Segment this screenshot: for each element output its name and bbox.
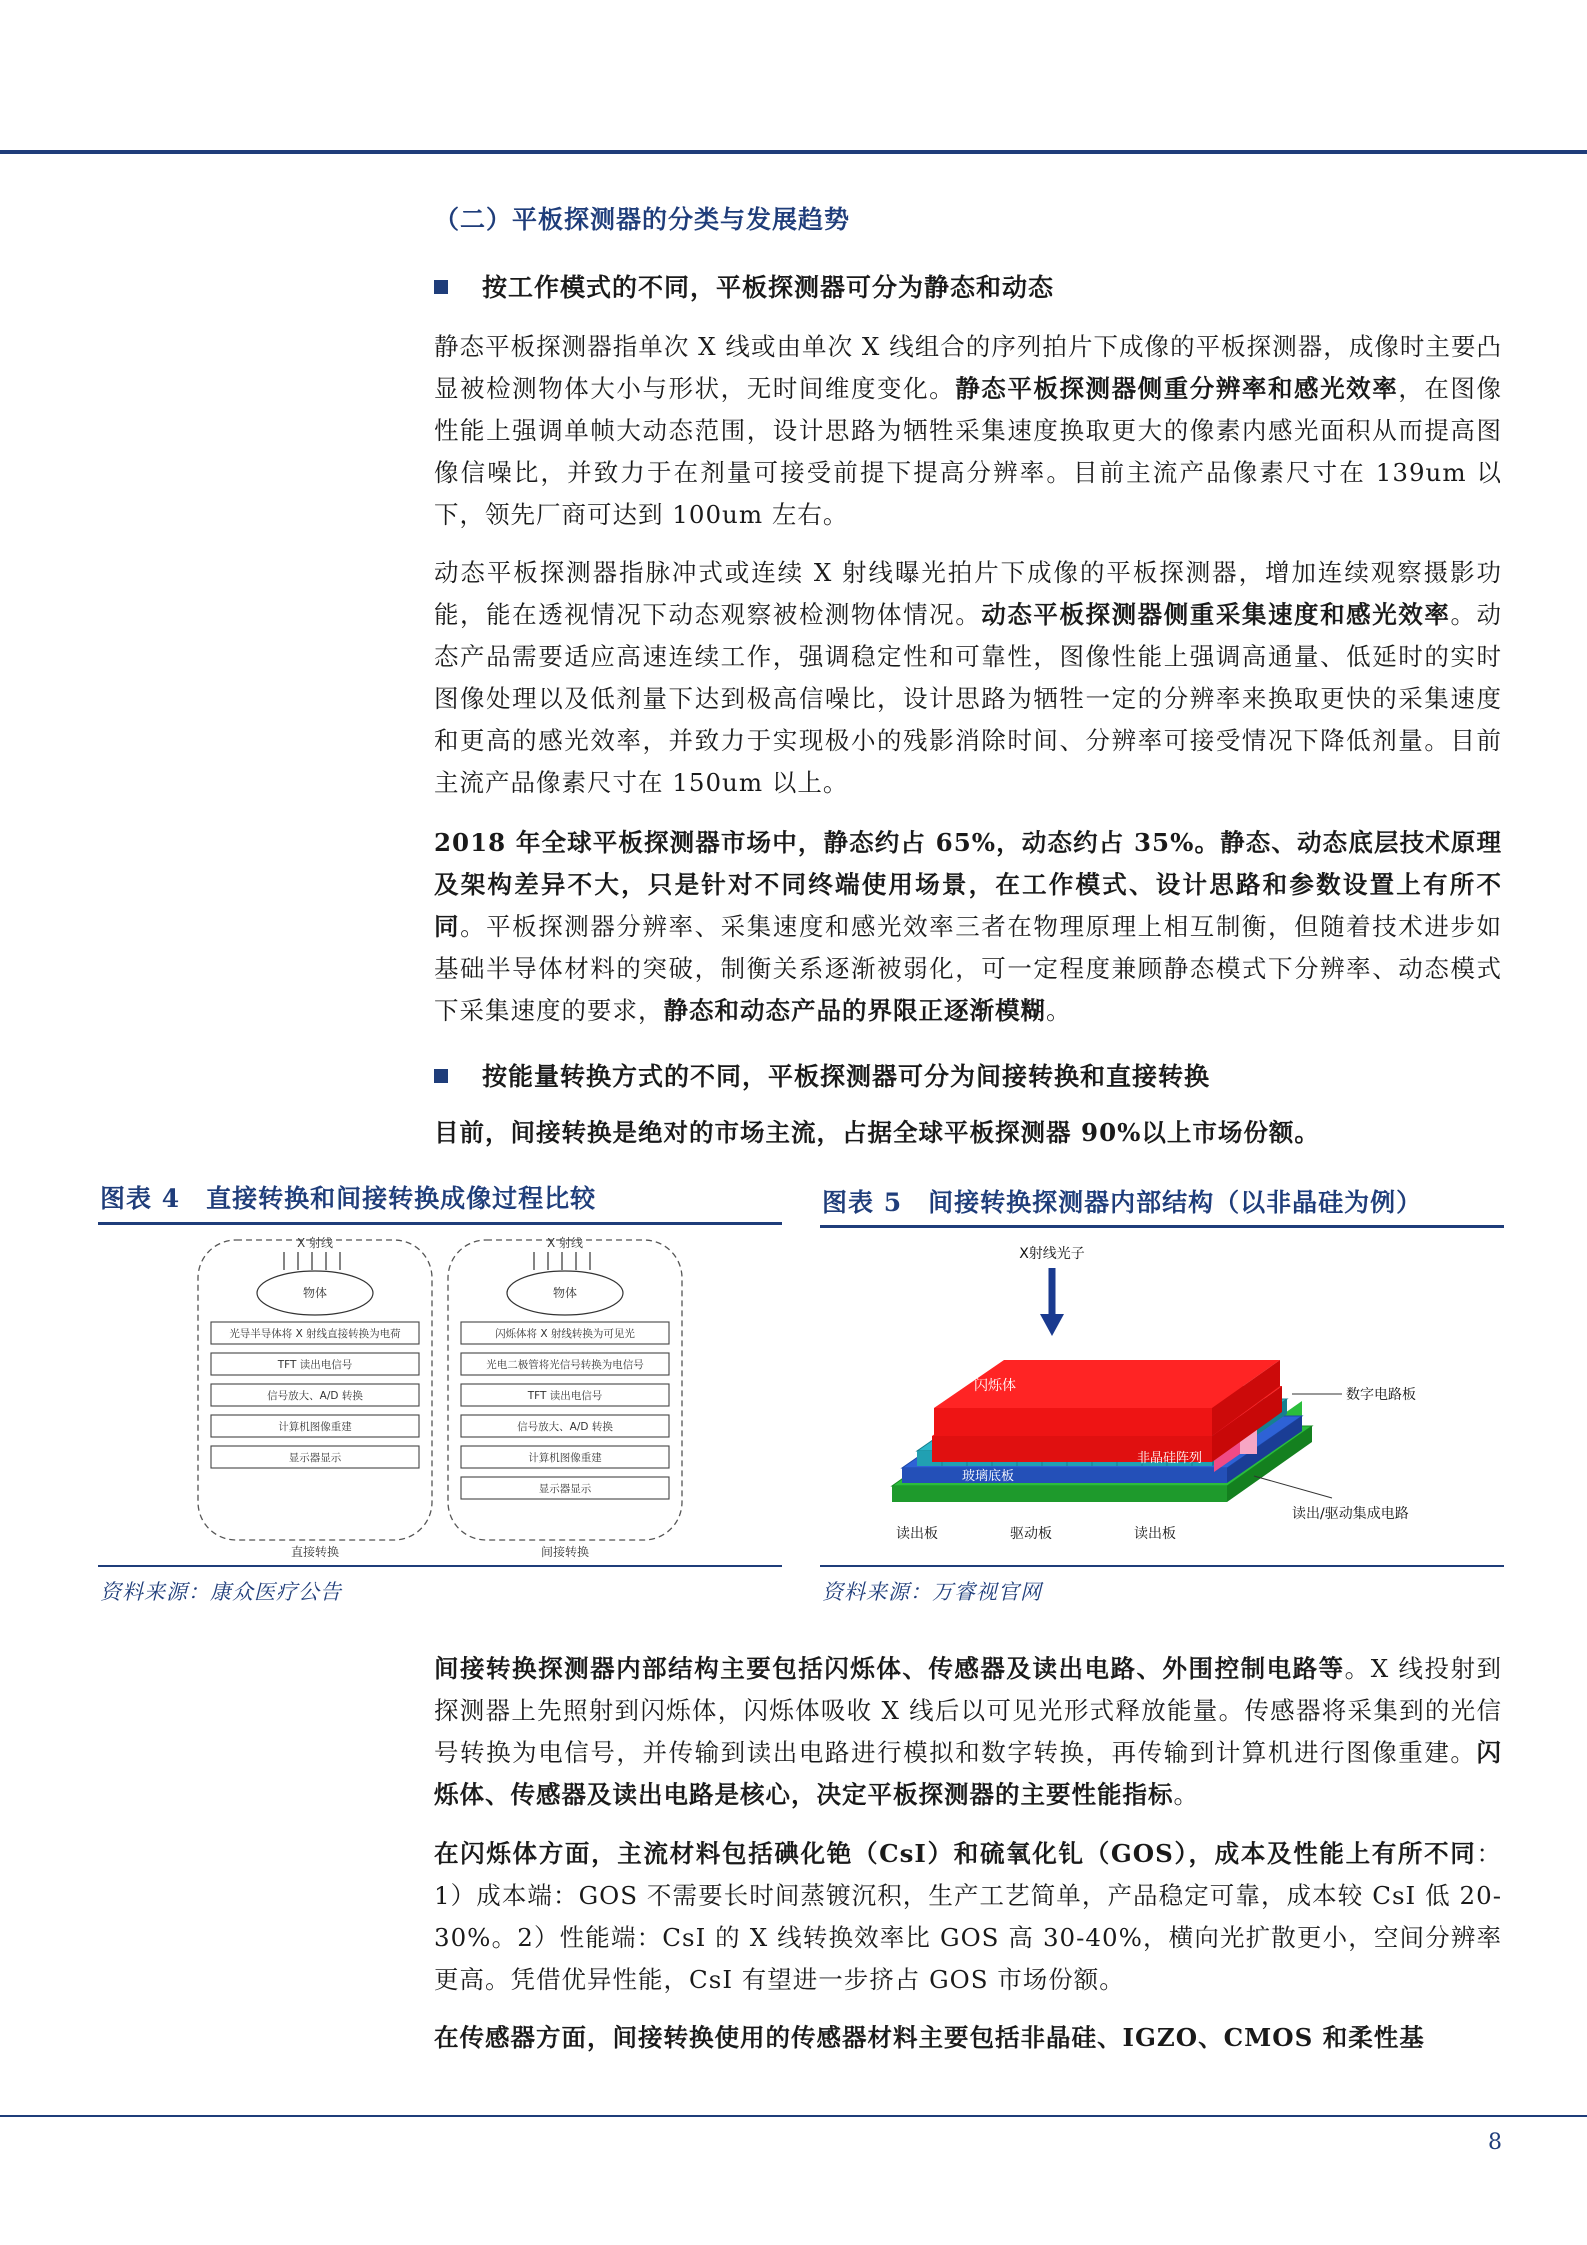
fig4-left-step-text: 光导半导体将 X 射线直接转换为电荷 bbox=[229, 1328, 401, 1340]
fig4-right-label: 间接转换 bbox=[540, 1545, 590, 1559]
figure4-source: 资料来源：康众医疗公告 bbox=[100, 1580, 342, 1604]
fig4-left-step-text: TFT 读出电信号 bbox=[277, 1359, 353, 1371]
fig5-label-glass: 玻璃底板 bbox=[962, 1469, 1015, 1484]
fig4-right-step-text: 光电二极管将光信号转换为电信号 bbox=[486, 1359, 644, 1371]
figure5-title: 图表 5 间接转换探测器内部结构（以非晶硅为例） bbox=[822, 1188, 1423, 1217]
page-number: 8 bbox=[1488, 2130, 1502, 2155]
figure4-title: 图表 4 直接转换和间接转换成像过程比较 bbox=[100, 1184, 597, 1213]
fig4-left-object: 物体 bbox=[302, 1286, 328, 1300]
paragraph-sensor: 在传感器方面，间接转换使用的传感器材料主要包括非晶硅、IGZO、CMOS 和柔性基 bbox=[434, 2023, 1425, 2052]
figure5-bottom-rule bbox=[820, 1565, 1504, 1567]
section-title: （二）平板探测器的分类与发展趋势 bbox=[434, 205, 851, 234]
paragraph-static: 静态平板探测器指单次 X 线或由单次 X 线组合的序列拍片下成像的平板探测器，成像时主要凸显被检测物体大小与形状，无时间维度变化。静态平板探测器侧重分辨率和感光效率，在图像性能上强调单帧大动态范围，设计思路为牺牲采集速度换取更大的像素内感光面积从而提高图像信噪比，并致力于在剂量可接受前提下提高分辨率。目前主流产品像素尺寸在 139um 以下，领先厂商可达到 100um 左右。 bbox=[434, 332, 1502, 529]
paragraph-indirect-mainstream: 目前，间接转换是绝对的市场主流，占据全球平板探测器 90%以上市场份额。 bbox=[434, 1118, 1320, 1147]
fig4-left-step-text: 显示器显示 bbox=[288, 1452, 342, 1464]
bullet-heading-work-mode: 按工作模式的不同，平板探测器可分为静态和动态 bbox=[434, 268, 1054, 304]
fig4-right-step-text: 计算机图像重建 bbox=[528, 1452, 602, 1464]
fig4-left-xray: X 射线 bbox=[296, 1236, 334, 1250]
header-rule bbox=[0, 150, 1587, 154]
fig4-left-label: 直接转换 bbox=[290, 1545, 340, 1559]
figure5-diagram bbox=[862, 1236, 1462, 1556]
figure4-rule bbox=[98, 1222, 782, 1225]
fig5-label-readout-left: 读出板 bbox=[896, 1526, 938, 1542]
fig4-right-step-text: 信号放大、A/D 转换 bbox=[517, 1421, 613, 1433]
fig4-left-step-text: 计算机图像重建 bbox=[278, 1421, 352, 1433]
fig4-right-step-text: TFT 读出电信号 bbox=[527, 1390, 603, 1402]
square-bullet-icon bbox=[434, 1069, 448, 1083]
fig5-label-asi: 非晶硅阵列 bbox=[1137, 1451, 1203, 1466]
footer-rule bbox=[0, 2115, 1587, 2117]
fig5-label-photon: X射线光子 bbox=[1019, 1246, 1085, 1262]
fig5-label-driver: 驱动板 bbox=[1010, 1526, 1052, 1542]
paragraph-internal-structure: 间接转换探测器内部结构主要包括闪烁体、传感器及读出电路、外围控制电路等。X 线投射到探测器上先照射到闪烁体，闪烁体吸收 X 线后以可见光形式释放能量。传感器将采集到的光信号转换为电信号，并传输到读出电路进行模拟和数字转换，再传输到计算机进行图像重建。闪烁体、传感器及读出电路是核心，决定平板探测器的主要性能指标。 bbox=[434, 1654, 1502, 1809]
fig5-label-digital-board: 数字电路板 bbox=[1346, 1387, 1416, 1403]
paragraph-dynamic: 动态平板探测器指脉冲式或连续 X 射线曝光拍片下成像的平板探测器，增加连续观察摄影功能，能在透视情况下动态观察被检测物体情况。动态平板探测器侧重采集速度和感光效率。动态产品需要适应高速连续工作，强调稳定性和可靠性，图像性能上强调高通量、低延时的实时图像处理以及低剂量下达到极高信噪比，设计思路为牺牲一定的分辨率来换取更快的采集速度和更高的感光效率，并致力于实现极小的残影消除时间、分辨率可接受情况下降低剂量。目前主流产品像素尺寸在 150um 以上。 bbox=[434, 558, 1502, 797]
bullet-heading-conversion: 按能量转换方式的不同，平板探测器可分为间接转换和直接转换 bbox=[434, 1057, 1210, 1093]
fig4-right-step-text: 闪烁体将 X 射线转换为可见光 bbox=[495, 1328, 635, 1340]
figure5-rule bbox=[820, 1225, 1504, 1228]
figure5-source: 资料来源：万睿视官网 bbox=[822, 1580, 1042, 1604]
fig5-label-scintillator: 闪烁体 bbox=[974, 1378, 1016, 1394]
fig4-right-xray: X 射线 bbox=[546, 1236, 584, 1250]
square-bullet-icon bbox=[434, 280, 448, 294]
figure4-bottom-rule bbox=[98, 1565, 782, 1567]
fig5-label-ic: 读出/驱动集成电路 bbox=[1292, 1506, 1409, 1522]
paragraph-market-share: 2018 年全球平板探测器市场中，静态约占 65%，动态约占 35%。静态、动态底层技术原理及架构差异不大，只是针对不同终端使用场景，在工作模式、设计思路和参数设置上有所不同。平板探测器分辨率、采集速度和感光效率三者在物理原理上相互制衡，但随着技术进步如基础半导体材料的突破，制衡关系逐渐被弱化，可一定程度兼顾静态模式下分辨率、动态模式下采集速度的要求，静态和动态产品的界限正逐渐模糊。 bbox=[434, 828, 1502, 1025]
fig4-right-object: 物体 bbox=[552, 1286, 578, 1300]
figure4-diagram bbox=[98, 1230, 782, 1560]
fig4-left-step-text: 信号放大、A/D 转换 bbox=[267, 1390, 363, 1402]
fig5-label-readout-right: 读出板 bbox=[1134, 1526, 1176, 1542]
paragraph-scintillator: 在闪烁体方面，主流材料包括碘化铯（CsI）和硫氧化钆（GOS），成本及性能上有所不同：1）成本端：GOS 不需要长时间蒸镀沉积，生产工艺简单，产品稳定可靠，成本较 CsI 低 20-30%。2）性能端：CsI 的 X 线转换效率比 GOS 高 30-40%，横向光扩散更小，空间分辨率更高。凭借优异性能，CsI 有望进一步挤占 GOS 市场份额。 bbox=[434, 1839, 1502, 1994]
fig4-right-step-text: 显示器显示 bbox=[538, 1483, 592, 1495]
